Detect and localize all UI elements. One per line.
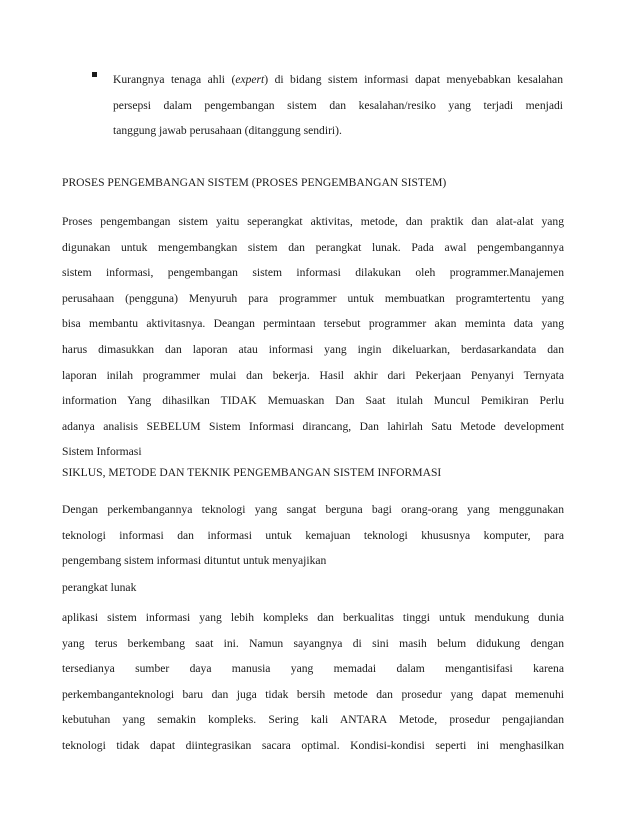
- paragraph-line: yang terus berkembang saat ini. Namun sayangnya di sini masih belum didukung dengan: [62, 636, 564, 650]
- paragraph-line: kebutuhan yang semakin kompleks. Sering kali ANTARA Metode, prosedur pengajiandan: [62, 713, 564, 727]
- paragraph-line: aplikasi sistem informasi yang lebih kompleks dan berkualitas tinggi untuk mendukung dunia: [62, 611, 564, 624]
- paragraph-line: tersedianya sumber daya manusia yang memadai dalam mengantisifasi karena: [62, 662, 564, 676]
- paragraph-line: perusahaan (pengguna) Menyuruh para programmer untuk membuatkan programtertentu yang: [62, 291, 564, 305]
- paragraph-line: adanya analisis SEBELUM Sistem Informasi dirancang, Dan lahirlah Satu Metode development: [62, 419, 564, 433]
- section-heading-siklus: SIKLUS, METODE DAN TEKNIK PENGEMBANGAN SISTEM INFORMASI: [62, 466, 442, 479]
- section-paragraph-siklus-c: [62, 605, 564, 759]
- paragraph-line: Proses pengembangan sistem yaitu seperangkat aktivitas, metode, dan praktik dan alat-alat yang: [62, 215, 564, 228]
- paragraph-line: harus dimasukkan dan laporan atau informasi yang ingin dikeluarkan, berdasarkandata dan: [62, 342, 564, 356]
- section-heading-proses: PROSES PENGEMBANGAN SISTEM (PROSES PENGEMBANGAN SISTEM): [62, 176, 447, 189]
- paragraph-line: perangkat lunak: [62, 581, 137, 594]
- paragraph-line: information Yang dihasilkan TIDAK Memuaskan Dan Saat itulah Muncul Pemikiran Perlu: [62, 394, 564, 408]
- section-paragraph-siklus-b: [62, 575, 564, 601]
- section-paragraph-siklus-a: [62, 497, 564, 574]
- paragraph-line: bisa membantu aktivitasnya. Deangan permintaan tersebut programmer akan meminta data yang: [62, 317, 564, 331]
- paragraph-line: sistem informasi, pengembangan sistem informasi dilakukan oleh programmer.Manajemen: [62, 266, 564, 280]
- bullet-line-3: tanggung jawab perusahaan (ditanggung sendiri).: [113, 124, 342, 138]
- bullet-line-1: Kurangnya tenaga ahli (expert) di bidang sistem informasi dapat menyebabkan kesalahan: [113, 73, 564, 86]
- paragraph-line: digunakan untuk mengembangkan sistem dan perangkat lunak. Pada awal pengembangannya: [62, 240, 564, 254]
- bullet-line-2: persepsi dalam pengembangan sistem dan kesalahan/resiko yang terjadi menjadi: [113, 98, 563, 112]
- paragraph-line: teknologi tidak dapat diintegrasikan sacara optimal. Kondisi-kondisi seperti ini menghasilkan: [62, 738, 564, 752]
- paragraph-line: Sistem Informasi: [62, 445, 142, 459]
- paragraph-line: teknologi informasi dan informasi untuk kemajuan teknologi khususnya komputer, para: [62, 528, 564, 542]
- bullet-item: [113, 67, 563, 144]
- paragraph-line: laporan inilah programmer mulai dan bekerja. Hasil akhir dari Pekerjaan Penyanyi Ternyata: [62, 368, 564, 382]
- paragraph-line: pengembang sistem informasi dituntut untuk menyajikan: [62, 554, 327, 568]
- paragraph-line: perkembanganteknologi baru dan juga tidak bersih metode dan prosedur yang dapat memenuhi: [62, 687, 564, 701]
- bullet-square-icon: [92, 72, 97, 77]
- section-paragraph-proses: [62, 209, 564, 465]
- paragraph-line: Dengan perkembangannya teknologi yang sangat berguna bagi orang-orang yang menggunakan: [62, 503, 564, 516]
